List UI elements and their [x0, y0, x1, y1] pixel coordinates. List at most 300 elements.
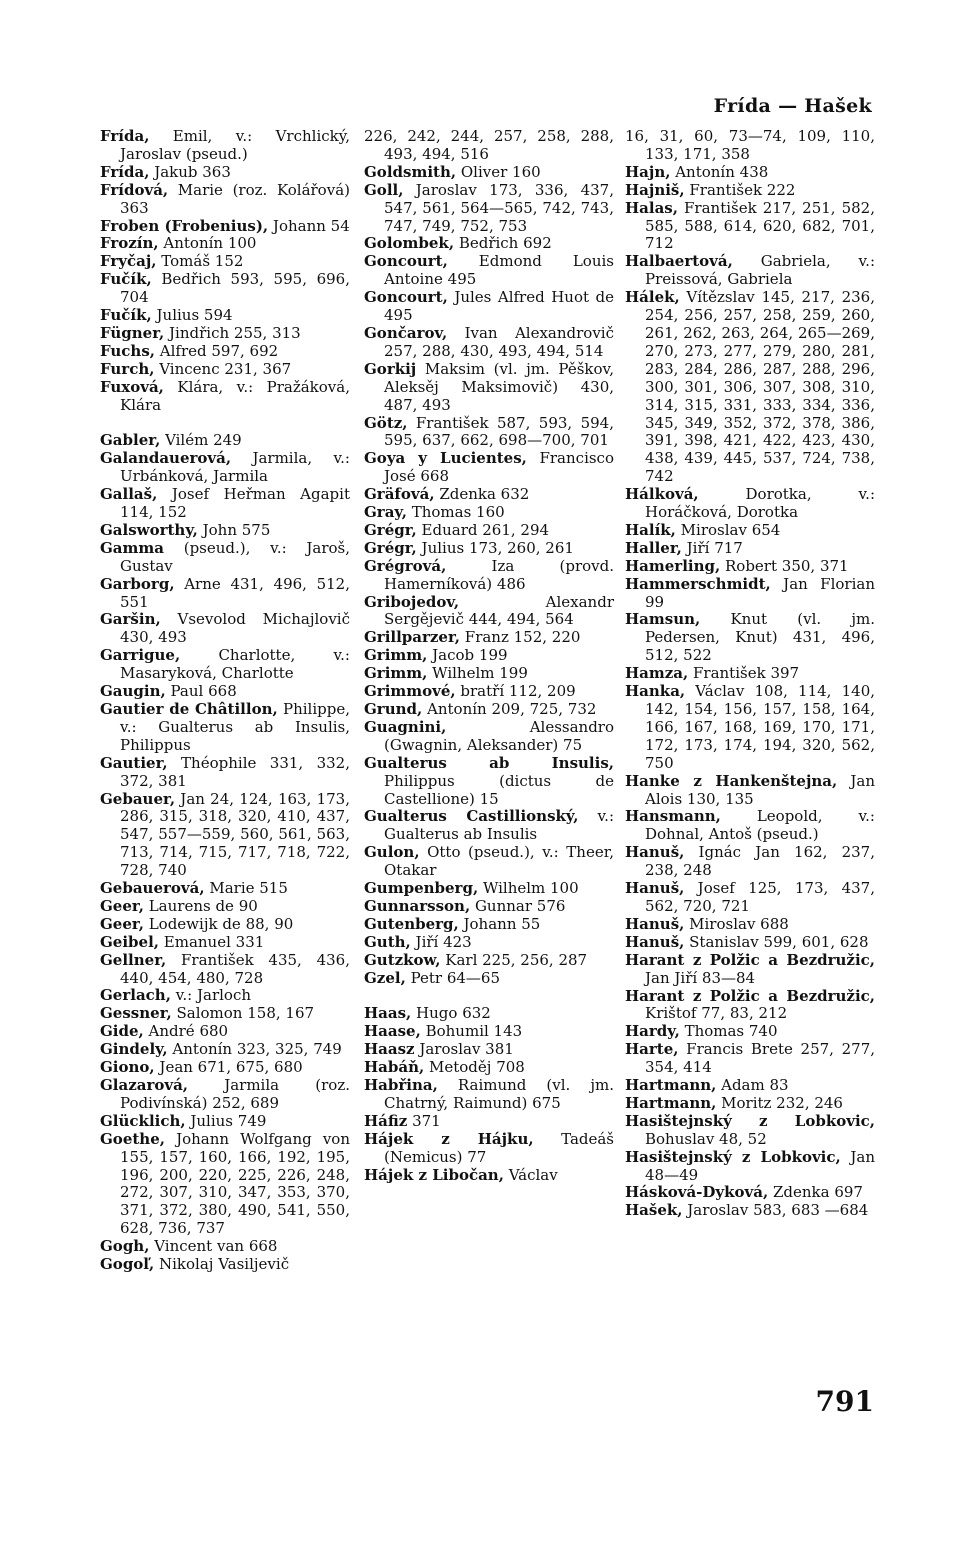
entry-references: Bedřich 593, 595, 696, 704	[120, 270, 350, 307]
entry-references: Emanuel 331	[159, 932, 265, 951]
entry-name: Fryčaj,	[100, 252, 157, 271]
entry-name: Hálek,	[625, 288, 680, 307]
entry-name: Frída,	[100, 162, 150, 181]
entry-references: Jan Alois 130, 135	[645, 771, 875, 808]
entry-name: Hasištejnský z Lobkovic,	[625, 1147, 841, 1166]
entry-name: Gellner,	[100, 950, 167, 969]
index-entry	[100, 271, 350, 307]
index-entry	[100, 1023, 350, 1041]
entry-references: Petr 64—65	[405, 968, 501, 987]
entry-references: 16, 31, 60, 73—74, 109, 110, 133, 171, 358	[625, 127, 875, 163]
index-entry	[364, 880, 614, 898]
entry-name: Habáň,	[364, 1058, 425, 1077]
entry-references: Jean 671, 675, 680	[154, 1058, 303, 1077]
entry-name: Halas,	[625, 198, 678, 217]
index-entry	[100, 1256, 350, 1274]
entry-name: Gerlach,	[100, 986, 171, 1005]
entry-references: Robert 350, 371	[720, 556, 849, 575]
entry-references: Marie (roz. Kolářová) 363	[120, 180, 350, 217]
entry-references: Eduard 261, 294	[416, 520, 550, 539]
index-entry	[100, 701, 350, 755]
index-entry	[100, 450, 350, 486]
entry-name: Gindely,	[100, 1040, 168, 1059]
index-entry	[364, 808, 614, 844]
running-head: Frída — Hašek	[713, 95, 872, 117]
entry-name: Gogoľ,	[100, 1255, 155, 1274]
entry-references: Alfred 597, 692	[155, 341, 279, 360]
entry-references: Philippe, v.: Gualterus ab Insulis, Philippus	[120, 699, 350, 754]
entry-name: Halbaertová,	[625, 252, 733, 271]
entry-references: v.: Jarloch	[170, 986, 252, 1005]
index-entry	[100, 952, 350, 988]
entry-references: Emil, v.: Vrchlický, Jaroslav (pseud.)	[120, 127, 350, 163]
entry-name: Harant z Polžic a Bezdružic,	[625, 986, 875, 1005]
entry-references: Jaroslav 583, 683 —684	[682, 1201, 869, 1220]
index-entry	[625, 934, 875, 952]
index-entry	[100, 1041, 350, 1059]
index-entry	[100, 791, 350, 881]
entry-name: Fuxová,	[100, 377, 164, 396]
entry-name: Haasz	[364, 1040, 415, 1059]
index-entry	[100, 307, 350, 325]
entry-name: Frozín,	[100, 234, 159, 253]
index-entry	[364, 1005, 614, 1023]
entry-references: Tomáš 152	[156, 252, 244, 271]
entry-name: Glücklich,	[100, 1111, 186, 1130]
index-entry	[364, 1059, 614, 1077]
page-number: 791	[815, 1385, 874, 1418]
entry-name: Galandauerová,	[100, 449, 232, 468]
index-entry	[364, 182, 614, 236]
index-entry	[364, 1077, 614, 1113]
entry-references: Antonín 438	[670, 162, 769, 181]
entry-references: Jaroslav 381	[414, 1040, 514, 1059]
entry-name: Grillparzer,	[364, 628, 461, 647]
index-entry	[364, 629, 614, 647]
entry-references: Salomon 158, 167	[171, 1004, 315, 1023]
entry-references: v.: Gualterus ab Insulis	[384, 807, 614, 844]
entry-name: Hammerschmidt,	[625, 574, 771, 593]
entry-references: (pseud.), v.: Jaroš, Gustav	[120, 538, 350, 575]
entry-name: Hamza,	[625, 664, 689, 683]
entry-references: 226, 242, 244, 257, 258, 288, 493, 494, 516	[364, 127, 614, 163]
entry-references: Jaroslav 173, 336, 437, 547, 561, 564—565, 742, 743, 747, 749, 752, 753	[384, 180, 614, 235]
entry-name: Gutzkow,	[364, 950, 441, 969]
entry-references: Miroslav 654	[675, 520, 781, 539]
entry-name: Hamsun,	[625, 610, 701, 629]
entry-references: Marie 515	[204, 879, 288, 898]
entry-name: Grund,	[364, 700, 423, 718]
index-entry	[364, 916, 614, 934]
entry-references: John 575	[197, 520, 271, 539]
entry-references: Václav	[503, 1165, 558, 1184]
index-entry	[100, 987, 350, 1005]
entry-name: Fügner,	[100, 323, 165, 342]
entry-name: Gončarov,	[364, 323, 448, 342]
index-entry	[100, 128, 350, 164]
entry-references: Jiří 717	[681, 538, 743, 557]
entry-references: Miroslav 688	[684, 914, 789, 933]
index-entry	[625, 665, 875, 683]
entry-name: Gebauerová,	[100, 879, 205, 898]
entry-references: Karl 225, 256, 287	[440, 950, 588, 969]
index-entry	[100, 540, 350, 576]
index-entry	[364, 289, 614, 325]
index-entry	[364, 1041, 614, 1059]
index-entry	[100, 218, 350, 236]
index-entry	[625, 522, 875, 540]
entry-name: Geer,	[100, 896, 144, 915]
index-entry	[364, 522, 614, 540]
index-entry	[364, 361, 614, 415]
index-entry	[625, 289, 875, 486]
entry-references: Paul 668	[165, 682, 237, 701]
index-entry	[100, 880, 350, 898]
entry-name: Grimm,	[364, 646, 428, 665]
entry-references: Klára, v.: Pražáková, Klára	[120, 377, 350, 414]
entry-references: bratří 112, 209	[455, 682, 576, 701]
index-entry	[364, 1113, 614, 1131]
entry-name: Hanka,	[625, 682, 686, 701]
index-entry	[364, 235, 614, 253]
entry-name: Hartmann,	[625, 1093, 717, 1112]
entry-name: Götz,	[364, 413, 408, 432]
index-column-2	[364, 128, 614, 1184]
entry-references: Thomas 740	[679, 1022, 778, 1041]
entry-references: Wilhelm 199	[427, 664, 528, 683]
entry-name: Gutenberg,	[364, 914, 459, 933]
entry-name: Gide,	[100, 1022, 144, 1041]
entry-name: Grégrová,	[364, 556, 447, 575]
entry-references: Vincent van 668	[149, 1237, 278, 1256]
entry-references: Dorotka, v.: Horáčková, Dorotka	[645, 485, 875, 522]
entry-name: Grimmové,	[364, 682, 456, 701]
entry-name: Hásková-Dyková,	[625, 1183, 769, 1202]
entry-name: Frídová,	[100, 180, 169, 199]
entry-name: Goldsmith,	[364, 162, 457, 181]
index-entry	[100, 343, 350, 361]
entry-references: Raimund (vl. jm. Chatrný, Raimund) 675	[384, 1076, 614, 1112]
entry-name: Gualterus ab Insulis,	[364, 753, 614, 772]
entry-references: Gunnar 576	[470, 896, 566, 915]
index-entry	[100, 1238, 350, 1256]
entry-references: Jules Alfred Huot de 495	[384, 288, 614, 325]
entry-name: Gulon,	[364, 843, 420, 862]
entry-references: Lodewijk de 88, 90	[143, 914, 294, 933]
entry-references: André 680	[143, 1022, 229, 1041]
entry-name: Haas,	[364, 1004, 412, 1023]
entry-name: Golombek,	[364, 234, 455, 253]
index-entry	[364, 934, 614, 952]
index-entry	[364, 1131, 614, 1167]
entry-name: Hanuš,	[625, 932, 685, 951]
entry-name: Gessner,	[100, 1004, 172, 1023]
index-column-1	[100, 128, 350, 1274]
entry-name: Garšin,	[100, 610, 161, 629]
entry-references: Jarmila (roz. Podivínská) 252, 689	[120, 1076, 350, 1112]
index-entry	[364, 647, 614, 665]
entry-references: František 587, 593, 594, 595, 637, 662, 698—700, 701	[384, 413, 614, 450]
index-column-3	[625, 128, 875, 1220]
entry-references: Zdenka 632	[434, 485, 530, 504]
entry-references: František 217, 251, 582, 585, 588, 614, 620, 682, 701, 712	[645, 198, 875, 253]
entry-references: 371	[407, 1111, 441, 1130]
entry-name: Goya y Lucientes,	[364, 449, 527, 468]
entry-references: Knut (vl. jm. Pedersen, Knut) 431, 496, 512, 522	[645, 610, 875, 665]
entry-references: Théophile 331, 332, 372, 381	[120, 753, 350, 790]
index-entry	[364, 504, 614, 522]
entry-name: Hanuš,	[625, 879, 685, 898]
index-entry	[625, 1202, 875, 1220]
entry-name: Hajniš,	[625, 180, 685, 199]
index-entry	[100, 1059, 350, 1077]
entry-references: Johann 55	[458, 914, 541, 933]
index-entry	[100, 432, 350, 450]
index-entry-continuation	[625, 128, 875, 164]
index-entry	[625, 558, 875, 576]
index-entry	[364, 844, 614, 880]
index-entry	[100, 1005, 350, 1023]
entry-references: Josef 125, 173, 437, 562, 720, 721	[645, 879, 875, 915]
entry-references: Antonín 100	[158, 234, 257, 253]
entry-references: Maksim (vl. jm. Pěškov, Aleksěj Maksimovič) 430, 487, 493	[384, 359, 614, 414]
entry-name: Grégr,	[364, 520, 417, 539]
entry-references: Alexandr Sergějevič 444, 494, 564	[384, 592, 614, 629]
entry-references: Franz 152, 220	[460, 628, 581, 647]
entry-references: Gabriela, v.: Preissová, Gabriela	[645, 252, 875, 289]
entry-references: Leopold, v.: Dohnal, Antoš (pseud.)	[645, 807, 875, 844]
index-entry	[364, 683, 614, 701]
entry-references: Antonín 323, 325, 749	[167, 1040, 342, 1059]
entry-references: Julius 173, 260, 261	[416, 538, 574, 557]
entry-references: Alessandro (Gwagnin, Aleksander) 75	[384, 717, 614, 754]
entry-name: Garborg,	[100, 574, 175, 593]
entry-name: Geibel,	[100, 932, 160, 951]
entry-name: Giono,	[100, 1058, 155, 1077]
index-entry	[100, 934, 350, 952]
entry-references: Jacob 199	[427, 646, 508, 665]
entry-name: Hajn,	[625, 162, 671, 181]
index-entry	[364, 898, 614, 916]
entry-references: Jakub 363	[149, 162, 231, 181]
entry-name: Fuchs,	[100, 341, 155, 360]
entry-references: Johann 54	[268, 216, 350, 235]
entry-references: Tadeáš (Nemicus) 77	[384, 1129, 615, 1166]
entry-name: Gebauer,	[100, 789, 176, 808]
entry-references: Jindřich 255, 313	[164, 323, 301, 342]
index-entry	[625, 916, 875, 934]
entry-name: Harant z Polžic a Bezdružic,	[625, 950, 875, 969]
index-entry	[100, 1131, 350, 1238]
entry-name: Guth,	[364, 932, 411, 951]
index-entry	[100, 683, 350, 701]
index-entry-continuation	[364, 128, 614, 164]
index-entry	[364, 970, 614, 988]
entry-name: Furch,	[100, 359, 155, 378]
entry-name: Halík,	[625, 520, 676, 539]
index-entry	[364, 450, 614, 486]
entry-name: Grégr,	[364, 538, 417, 557]
index-entry	[364, 1167, 614, 1185]
entry-name: Goll,	[364, 180, 404, 199]
entry-name: Galsworthy,	[100, 520, 198, 539]
entry-name: Fučík,	[100, 270, 152, 289]
entry-name: Hálková,	[625, 485, 699, 504]
index-entry	[364, 701, 614, 719]
entry-references: Ivan Alexandrovič 257, 288, 430, 493, 494, 514	[384, 323, 614, 360]
index-entry	[625, 611, 875, 665]
index-entry	[625, 1113, 875, 1149]
entry-name: Gautier,	[100, 753, 168, 772]
index-entry	[364, 253, 614, 289]
entry-references: Moritz 232, 246	[716, 1093, 843, 1112]
entry-references: Zdenka 697	[768, 1183, 863, 1202]
entry-references: Metoděj 708	[424, 1058, 525, 1077]
index-entry	[625, 1077, 875, 1095]
entry-name: Hartmann,	[625, 1076, 717, 1095]
index-entry	[625, 683, 875, 773]
entry-references: František 397	[688, 664, 800, 683]
index-entry	[364, 558, 614, 594]
entry-references: Hugo 632	[411, 1004, 491, 1023]
index-entry	[364, 665, 614, 683]
index-entry	[100, 379, 350, 415]
index-entry	[625, 576, 875, 612]
index-entry	[625, 1023, 875, 1041]
index-entry	[364, 594, 614, 630]
entry-name: Harte,	[625, 1040, 679, 1059]
index-entry	[364, 540, 614, 558]
index-entry	[364, 325, 614, 361]
index-entry	[100, 182, 350, 218]
index-entry	[364, 755, 614, 809]
entry-name: Hanke z Hankenštejna,	[625, 771, 838, 790]
entry-name: Gaugin,	[100, 682, 166, 701]
index-entry	[625, 200, 875, 254]
index-entry	[625, 952, 875, 988]
index-entry	[364, 1023, 614, 1041]
entry-references: Nikolaj Vasiljevič	[154, 1255, 290, 1274]
index-entry	[364, 952, 614, 970]
index-entry	[625, 253, 875, 289]
entry-references: Charlotte, v.: Masaryková, Charlotte	[120, 646, 350, 683]
entry-references: Iza (provd. Hamerníková) 486	[384, 556, 614, 593]
entry-name: Gzel,	[364, 968, 406, 987]
entry-name: Hamerling,	[625, 556, 721, 575]
index-entry	[100, 916, 350, 934]
entry-references: Wilhelm 100	[478, 879, 579, 898]
entry-references: Antonín 209, 725, 732	[422, 700, 597, 718]
entry-name: Froben (Frobenius),	[100, 216, 269, 235]
entry-references: Krištof 77, 83, 212	[645, 1004, 788, 1023]
index-entry	[100, 647, 350, 683]
index-entry	[625, 844, 875, 880]
entry-references: Bohuslav 48, 52	[645, 1129, 767, 1148]
index-entry	[625, 1184, 875, 1202]
index-entry	[100, 164, 350, 182]
entry-name: Gallaš,	[100, 485, 158, 504]
entry-references: Johann Wolfgang von 155, 157, 160, 166, 192, 195, 196, 200, 220, 225, 226, 248, 272, 307, 310, 347, 353, 370, 371, 372, 380, 490, 541, 550, 628, 736, 737	[120, 1129, 350, 1238]
index-entry	[100, 325, 350, 343]
entry-references: Otto (pseud.), v.: Theer, Otakar	[384, 843, 614, 880]
index-entry	[100, 1077, 350, 1113]
index-entry	[364, 415, 614, 451]
entry-name: Gabler,	[100, 431, 161, 450]
entry-name: Haase,	[364, 1022, 421, 1041]
entry-references: Edmond Louis Antoine 495	[384, 252, 614, 289]
entry-references: Philippus (dictus de Castellione) 15	[384, 771, 614, 808]
entry-references: Ignác Jan 162, 237, 238, 248	[645, 843, 875, 880]
entry-name: Gumpenberg,	[364, 879, 479, 898]
entry-name: Hájek z Hájku,	[364, 1129, 534, 1148]
entry-name: Fučík,	[100, 306, 152, 325]
index-entry	[364, 486, 614, 504]
entry-references: Václav 108, 114, 140, 142, 154, 156, 157, 158, 164, 166, 167, 168, 169, 170, 171, 172, 173, 174, 194, 320, 562, 750	[645, 682, 875, 772]
entry-name: Goethe,	[100, 1129, 165, 1148]
index-entry	[625, 486, 875, 522]
entry-name: Gunnarsson,	[364, 896, 471, 915]
entry-name: Gribojedov,	[364, 592, 460, 611]
entry-name: Gautier de Châtillon,	[100, 699, 278, 718]
entry-references: František 222	[684, 180, 796, 199]
entry-name: Hašek,	[625, 1201, 683, 1220]
entry-name: Hanuš,	[625, 914, 685, 933]
index-entry	[100, 361, 350, 379]
index-entry	[625, 880, 875, 916]
entry-references: Jan 48—49	[645, 1147, 875, 1184]
entry-references: Vítězslav 145, 217, 236, 254, 256, 257, 258, 259, 260, 261, 262, 263, 264, 265—269, 270, 273, 277, 279, 280, 281, 283, 284, 286, 287, 288, 296, 300, 301, 306, 307, 308, 310, 314, 315, 331, 333, 334, 336, 345, 349, 352, 372, 378, 386, 391, 398, 421, 422, 423, 430, 438, 439, 445, 537, 724, 738, 742	[645, 288, 875, 486]
entry-name: Gualterus Castillionský,	[364, 807, 579, 826]
entry-name: Hájek z Libočan,	[364, 1165, 504, 1184]
entry-references: Julius 749	[185, 1111, 267, 1130]
entry-references: Bedřich 692	[454, 234, 552, 253]
entry-name: Gamma	[100, 538, 164, 557]
entry-references: Oliver 160	[456, 162, 541, 181]
entry-name: Garrigue,	[100, 646, 181, 665]
entry-references: Thomas 160	[406, 503, 505, 522]
index-entry	[625, 1095, 875, 1113]
index-entry	[625, 773, 875, 809]
entry-name: Frída,	[100, 127, 150, 145]
entry-name: Hardy,	[625, 1022, 680, 1041]
index-entry	[100, 253, 350, 271]
index-entry	[100, 522, 350, 540]
entry-name: Glazarová,	[100, 1076, 189, 1095]
entry-references: Laurens de 90	[143, 896, 258, 915]
entry-name: Grimm,	[364, 664, 428, 683]
entry-references: Bohumil 143	[420, 1022, 523, 1041]
index-entry	[364, 164, 614, 182]
entry-name: Gräfová,	[364, 485, 435, 504]
entry-name: Háfiz	[364, 1111, 408, 1130]
entry-references: Vsevolod Michajlovič 430, 493	[120, 610, 350, 647]
entry-name: Haller,	[625, 538, 682, 557]
entry-references: Stanislav 599, 601, 628	[684, 932, 869, 951]
index-entry	[100, 576, 350, 612]
entry-references: Josef Heřman Agapit 114, 152	[120, 485, 350, 522]
entry-name: Hanuš,	[625, 843, 685, 862]
entry-references: Jan 24, 124, 163, 173, 286, 315, 318, 320, 410, 437, 547, 557—559, 560, 561, 563, 713, 714, 715, 717, 718, 722, 728, 740	[120, 789, 350, 880]
index-entry	[625, 988, 875, 1024]
index-entry	[625, 1149, 875, 1185]
entry-references: Arne 431, 496, 512, 551	[120, 574, 350, 611]
index-entry	[625, 164, 875, 182]
entry-references: František 435, 436, 440, 454, 480, 728	[120, 950, 350, 987]
index-entry	[100, 755, 350, 791]
index-entry	[625, 540, 875, 558]
index-entry	[625, 182, 875, 200]
entry-references: Julius 594	[151, 306, 233, 325]
